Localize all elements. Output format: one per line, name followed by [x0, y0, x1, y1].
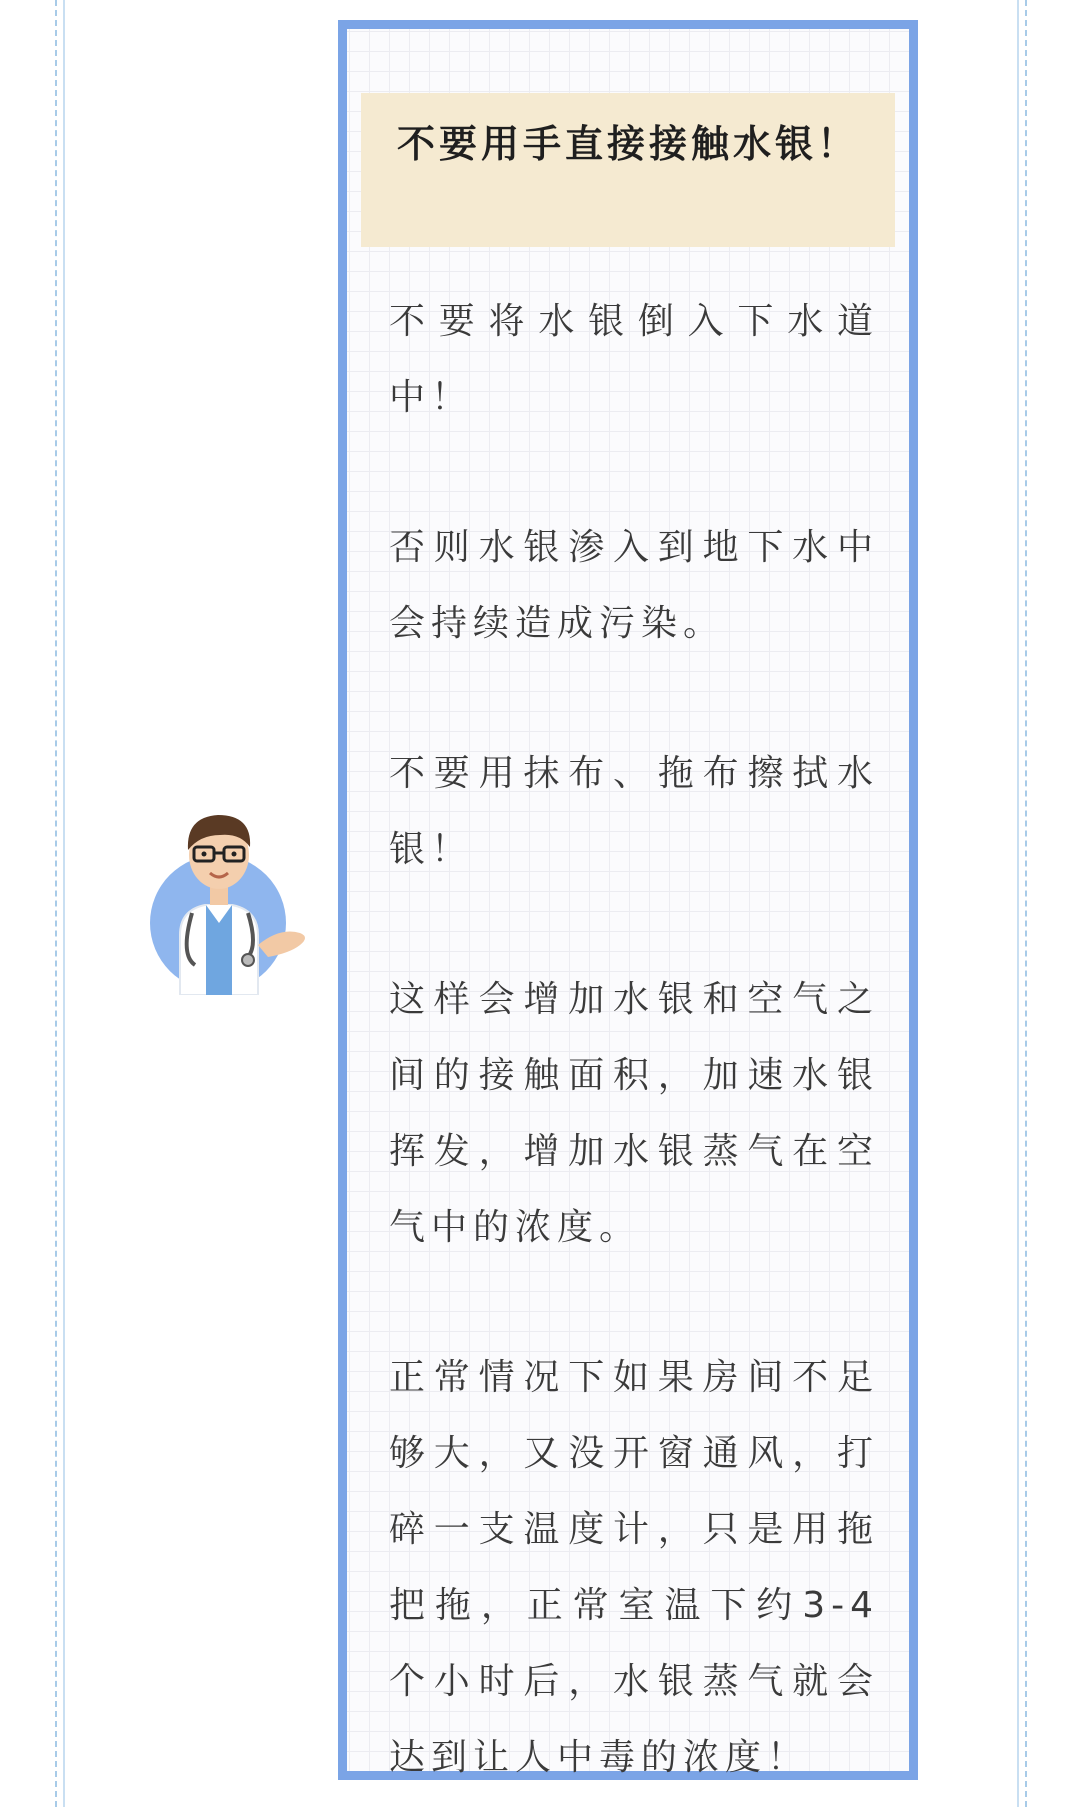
card-title: 不要用手直接接触水银！ [361, 93, 895, 247]
tips-card [338, 20, 918, 1780]
left-inner-border [63, 0, 65, 1807]
right-inner-border [1017, 0, 1019, 1807]
paragraph-5: 正常情况下如果房间不足够大，又没开窗通风，打碎一支温度计，只是用拖把拖，正常室温下约3-4个小时后，水银蒸气就会达到让人中毒的浓度！ [389, 1357, 879, 1778]
paragraph-3: 不要用抹布、拖布擦拭水银！ [389, 753, 879, 870]
doctor-illustration-icon [140, 795, 320, 995]
paragraph-2: 否则水银渗入到地下水中会持续造成污染。 [389, 527, 879, 644]
paragraph-4: 这样会增加水银和空气之间的接触面积，加速水银挥发，增加水银蒸气在空气中的浓度。 [389, 979, 879, 1248]
left-dashed-border [55, 0, 57, 1807]
right-dashed-border [1025, 0, 1027, 1807]
card-body [389, 284, 879, 1807]
paragraph-1: 不要将水银倒入下水道中！ [389, 301, 879, 418]
